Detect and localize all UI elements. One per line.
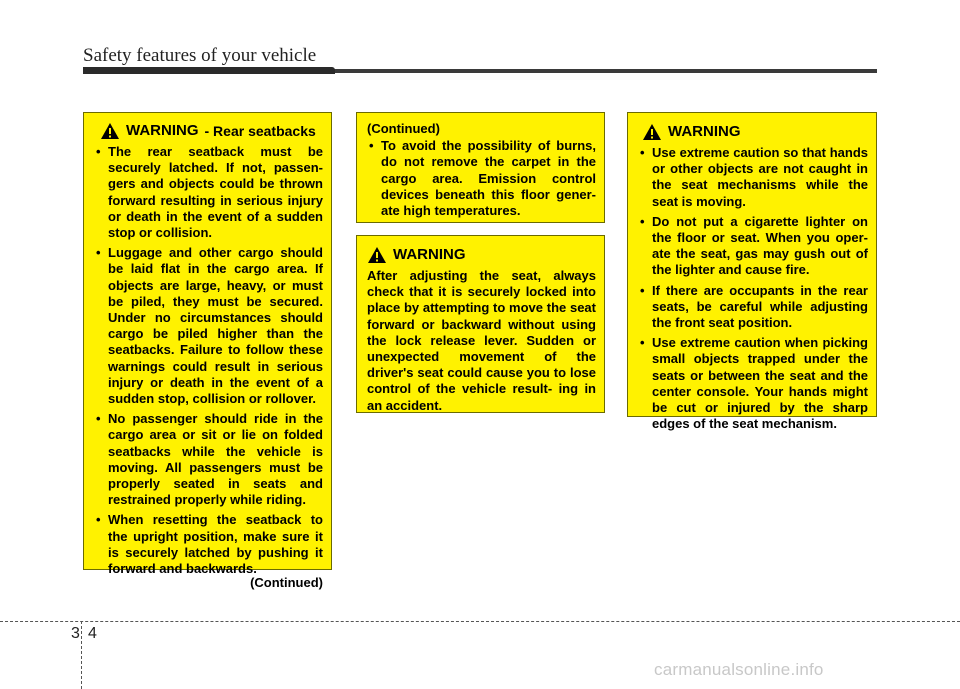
- warning-text: After adjusting the seat, always check that it is securely locked into place by attempting to move the seat forward or backward without using the lock release lever. Sudden or unexpected movement of the driver's seat could cause you to lose control of the vehicle result- ing in an accident.: [367, 268, 596, 413]
- footer-rule: [0, 621, 960, 622]
- warning-triangle-icon: [367, 246, 387, 264]
- warning-triangle-icon: [100, 122, 120, 140]
- chapter-number: 3: [71, 625, 80, 642]
- warning-list: [94, 144, 323, 577]
- footer-divider: [81, 621, 82, 689]
- warning-label: WARNING: [393, 245, 466, 263]
- page-title: Safety features of your vehicle: [83, 45, 317, 66]
- warning-list: [367, 138, 596, 219]
- list-item: • To avoid the possibility of burns, do not remove the carpet in the cargo area. Emission control devices beneath this floor gener- ate high temperatures.: [367, 138, 596, 219]
- warning-subtitle: - Rear seatbacks: [204, 122, 316, 139]
- warning-box-title: [642, 123, 868, 141]
- continued-label: (Continued): [367, 121, 440, 136]
- header-rule-accent: [83, 67, 335, 74]
- warning-box-title: [367, 246, 596, 264]
- warning-box-seat-adjust: [356, 235, 605, 413]
- continued-label: (Continued): [250, 575, 323, 591]
- warning-box-seat-mechanism: [627, 112, 877, 432]
- warning-list: [638, 145, 868, 432]
- list-item: • When resetting the seatback to the upright position, make sure it is securely latched by pushing it forward and backwards.: [94, 512, 323, 577]
- warning-box-rear-seatbacks: [83, 112, 332, 591]
- list-item: • The rear seatback must be securely latched. If not, passen- gers and objects could be thrown forward resulting in serious injury or death in the event of a sudden stop or collision.: [94, 144, 323, 241]
- list-item: • Do not put a cigarette lighter on the floor or seat. When you oper- ate the seat, gas may gush out of the lighter and cause fire.: [638, 214, 868, 279]
- list-item: • If there are occupants in the rear seats, be careful while adjusting the front seat position.: [638, 283, 868, 332]
- warning-label: WARNING: [668, 122, 741, 140]
- warning-box-continued: [356, 112, 605, 223]
- list-item: • No passenger should ride in the cargo area or sit or lie on folded seatbacks while the vehicle is moving. All passengers must be properly seated in seats and restrained properly while riding.: [94, 411, 323, 508]
- warning-triangle-icon: [642, 123, 662, 141]
- list-item: • Use extreme caution so that hands or other objects are not caught in the seat mechanisms while the seat is moving.: [638, 145, 868, 210]
- list-item: • Use extreme caution when picking small objects trapped under the seats or between the seat and the center console. Your hands might be cut or injured by the sharp edges of the seat mechanism.: [638, 335, 868, 432]
- list-item: • Luggage and other cargo should be laid flat in the cargo area. If objects are large, heavy, or must be piled, they must be secured. Under no circumstances should cargo be piled higher than the seatbacks. Failure to follow these warnings could result in serious injury or death in the event of a sudden stop, collision or rollover.: [94, 245, 323, 407]
- warning-label: WARNING: [126, 121, 199, 139]
- watermark: carmanualsonline.info: [654, 660, 824, 679]
- warning-box-title: [100, 122, 323, 140]
- page-number: 4: [88, 625, 97, 642]
